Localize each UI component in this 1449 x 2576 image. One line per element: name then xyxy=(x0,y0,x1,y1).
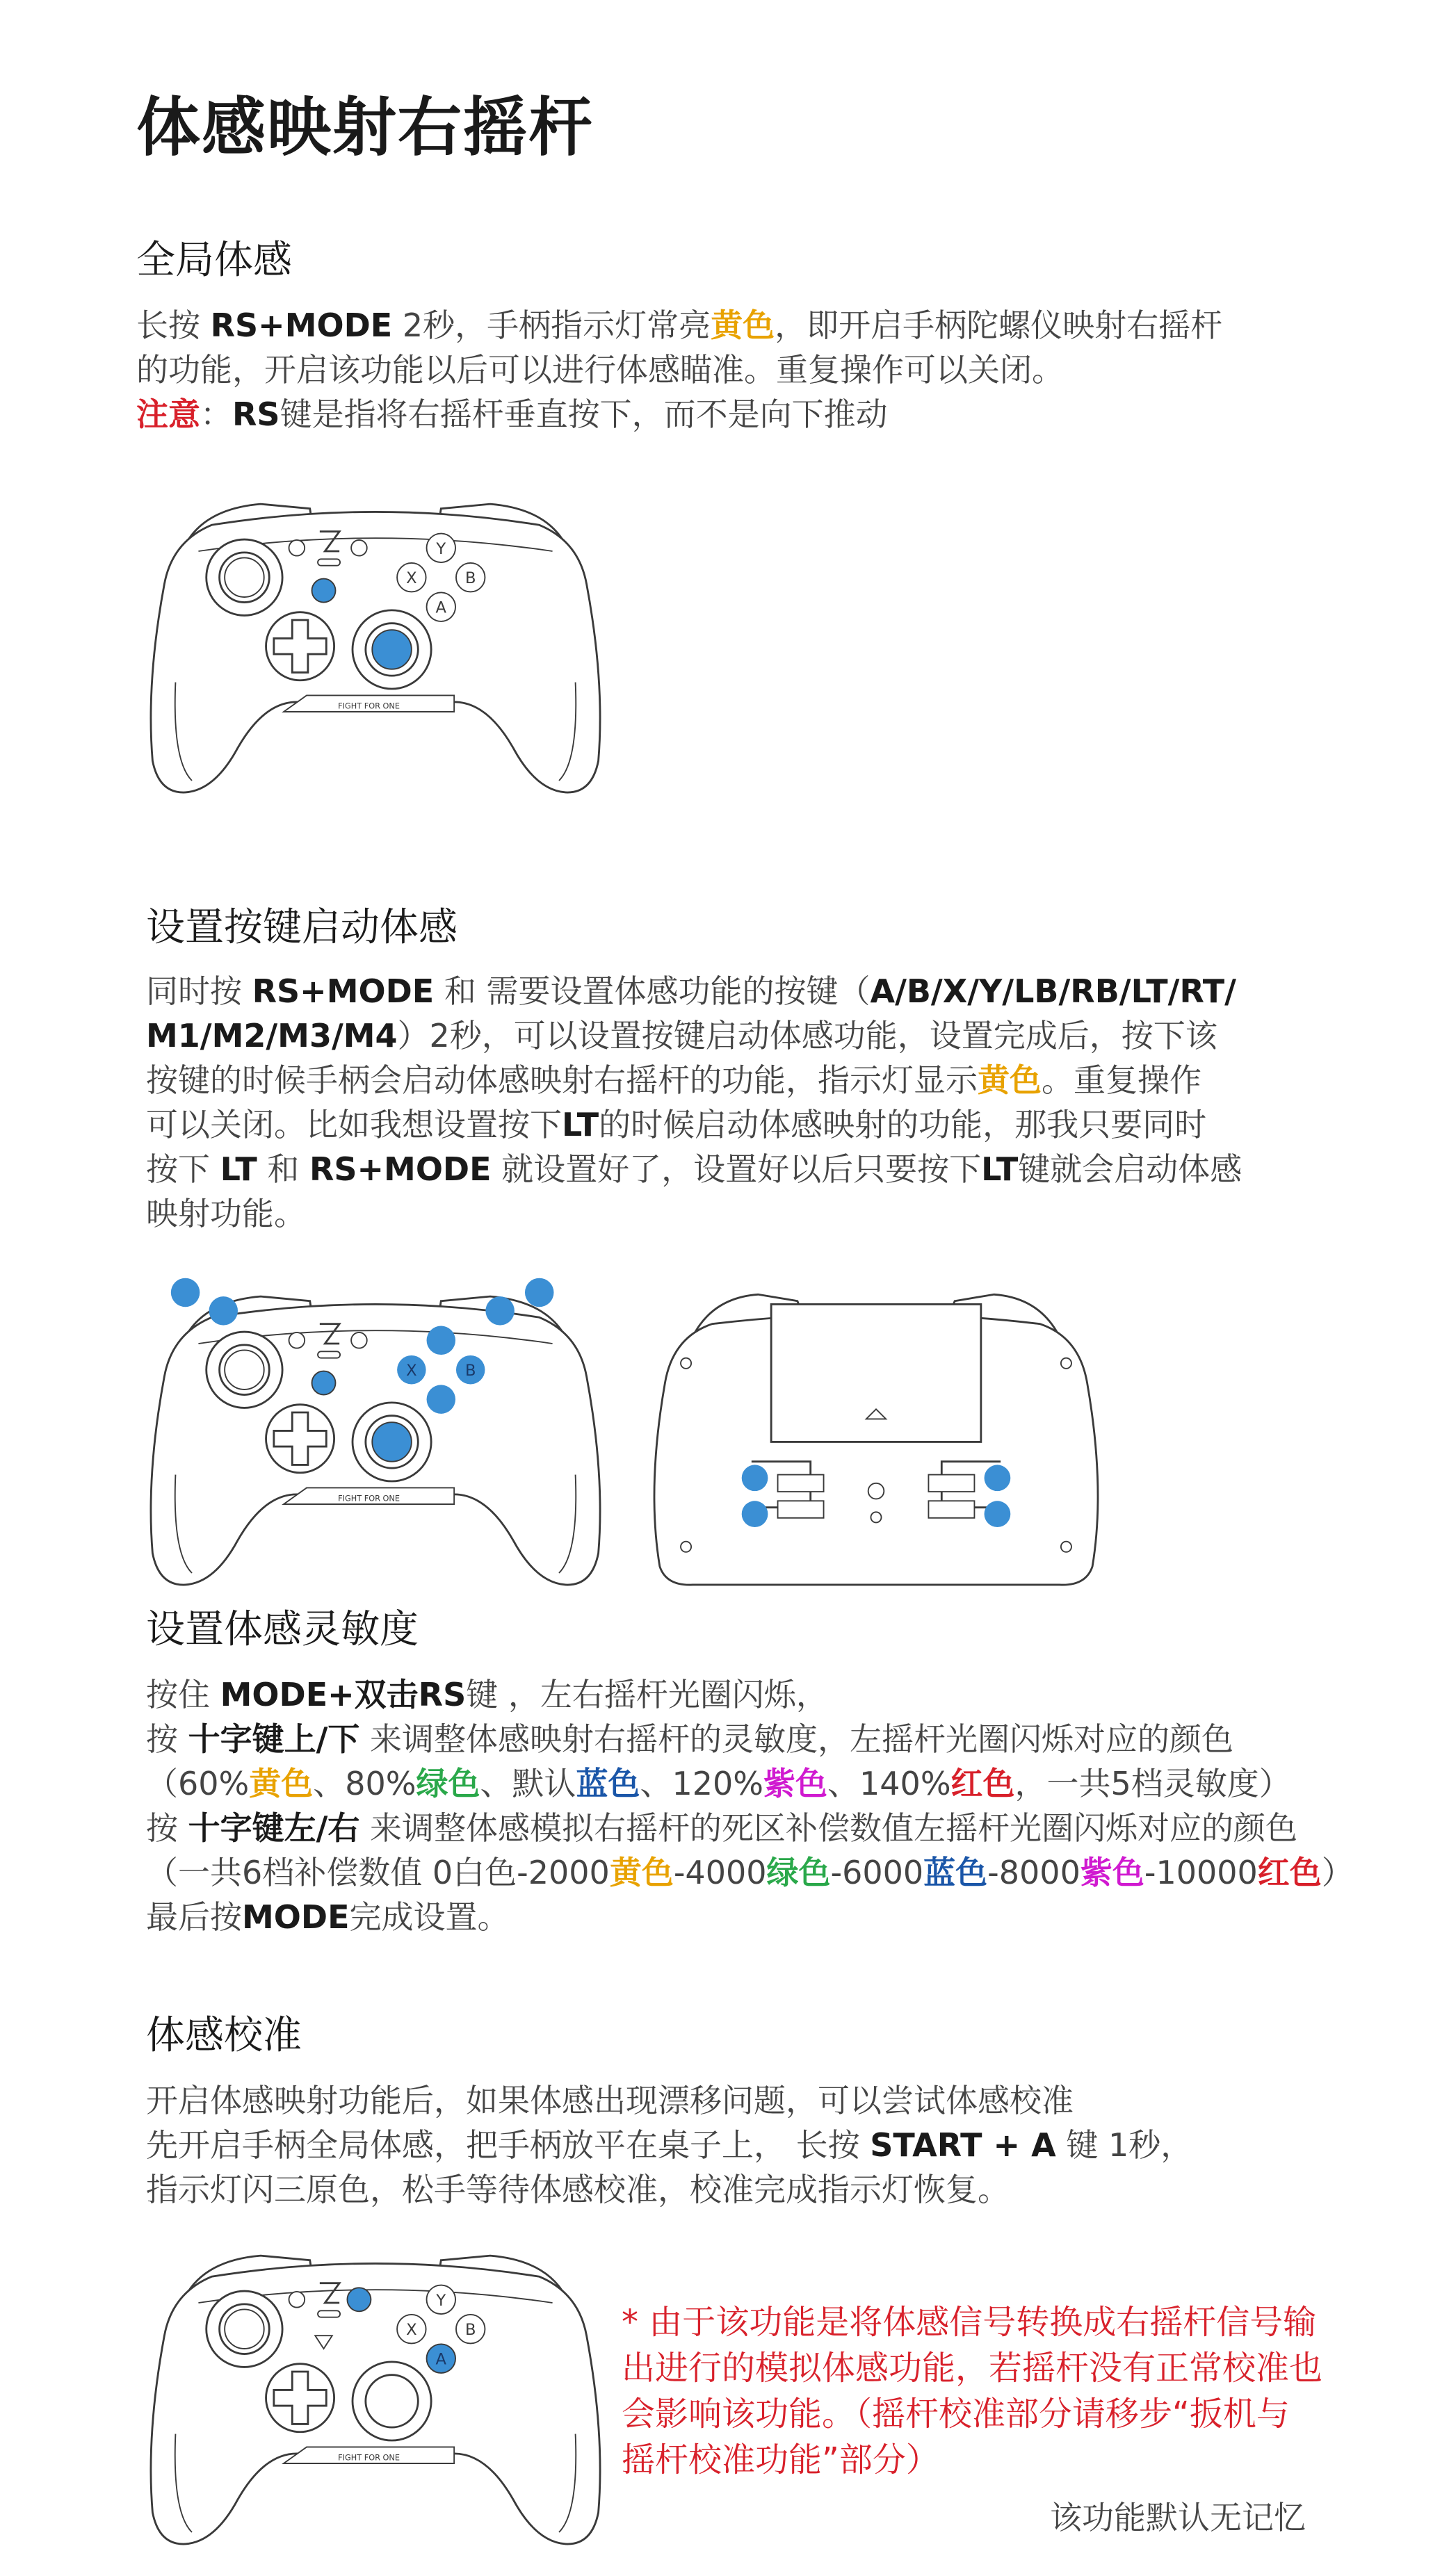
x-button-label: X xyxy=(406,1362,417,1380)
section-text-sensitivity: 按住 MODE+双击RS键 ，左右摇杆光圈闪烁， 按 十字键上/下 来调整体感映射右摇杆的灵敏度，左摇杆光圈闪烁对应的颜色 （60%黄色、80%绿色、默认蓝色、120%紫色、140%红色，一共5档灵敏度） 按 十字键左/右 来调整体感模拟右摇杆的死区补偿数值左摇杆光圈闪烁对应的颜色 （一共6档补偿数值 0白色-2000黄色-4000绿色-6000蓝色-8000紫色-10000红色） 最后按MODE完成设置。 xyxy=(146,1676,1354,1936)
brand-label: FIGHT FOR ONE xyxy=(338,701,400,711)
page-title: 体感映射右摇杆 xyxy=(136,90,594,165)
brand-label: FIGHT FOR ONE xyxy=(338,2453,400,2463)
right-stick-highlight xyxy=(372,1422,412,1462)
section-heading-global-motion: 全局体感 xyxy=(136,238,292,283)
m4-highlight xyxy=(985,1501,1011,1527)
y-button-label: Y xyxy=(436,539,446,558)
section-text-key-motion: 同时按 RS+MODE 和 需要设置体感功能的按键（A/B/X/Y/LB/RB/LT/RT/ M1/M2/M3/M4）2秒，可以设置按键启动体感功能，设置完成后，按下该 按键的时候手柄会启动体感映射右摇杆的功能，指示灯显示黄色。重复操作 可以关闭。比如我想设置按下LT的时候启动体感映射的功能，那我只要同时 按下 LT 和 RS+MODE 就设置好了，设置好以后只要按下LT键就会启动体感 映射功能。 xyxy=(146,972,1242,1232)
lb-highlight xyxy=(209,1296,238,1325)
controller-diagram-start-a xyxy=(146,2231,605,2558)
a-button-label: A xyxy=(435,2350,447,2369)
brand-label: FIGHT FOR ONE xyxy=(338,1494,400,1503)
m2-highlight xyxy=(742,1501,768,1527)
controller-diagram-back xyxy=(647,1272,1106,1599)
section-heading-sensitivity: 设置体感灵敏度 xyxy=(146,1607,419,1652)
section-text-calibration: 开启体感映射功能后，如果体感出现漂移问题，可以尝试体感校准 先开启手柄全局体感，把手柄放平在桌子上， 长按 START + A 键 1秒， 指示灯闪三原色，松手等待体感校准，校准完成指示灯恢复。 xyxy=(146,2082,1193,2208)
start-button-highlight xyxy=(347,2288,371,2311)
rb-highlight xyxy=(485,1296,514,1325)
mode-button-highlight xyxy=(312,579,336,603)
section-text-global-motion: 长按 RS+MODE 2秒，手柄指示灯常亮黄色，即开启手柄陀螺仪映射右摇杆 的功能，开启该功能以后可以进行体感瞄准。重复操作可以关闭。 注意：RS键是指将右摇杆垂直按下，而不是向下推动 xyxy=(136,307,1223,433)
b-button-label: B xyxy=(464,569,476,588)
mode-button-highlight xyxy=(312,1371,336,1395)
rt-highlight xyxy=(525,1278,553,1307)
a-button-label: A xyxy=(435,598,447,617)
y-button-label: Y xyxy=(436,2291,446,2310)
lt-highlight xyxy=(171,1278,200,1307)
b-button-label: B xyxy=(464,1362,476,1380)
footer-note: 该功能默认无记忆 xyxy=(1050,2499,1306,2536)
a-button-highlight xyxy=(427,1385,455,1413)
controller-diagram-key-select-front xyxy=(146,1272,605,1599)
m1-highlight xyxy=(742,1465,768,1491)
y-button-highlight xyxy=(427,1326,455,1355)
section-heading-key-motion: 设置按键启动体感 xyxy=(146,905,458,950)
calibration-warning-note: * 由于该功能是将体感信号转换成右摇杆信号输 出进行的模拟体感功能，若摇杆没有正常校准也 会影响该功能。（摇杆校准部分请移步“扳机与 摇杆校准功能”部分） xyxy=(622,2303,1323,2479)
b-button-label: B xyxy=(464,2321,476,2340)
controller-diagram-rs-mode xyxy=(146,480,605,806)
right-stick-highlight xyxy=(372,630,412,669)
m3-highlight xyxy=(985,1465,1011,1491)
x-button-label: X xyxy=(406,569,417,588)
x-button-label: X xyxy=(406,2321,417,2340)
section-heading-calibration: 体感校准 xyxy=(146,2013,302,2058)
